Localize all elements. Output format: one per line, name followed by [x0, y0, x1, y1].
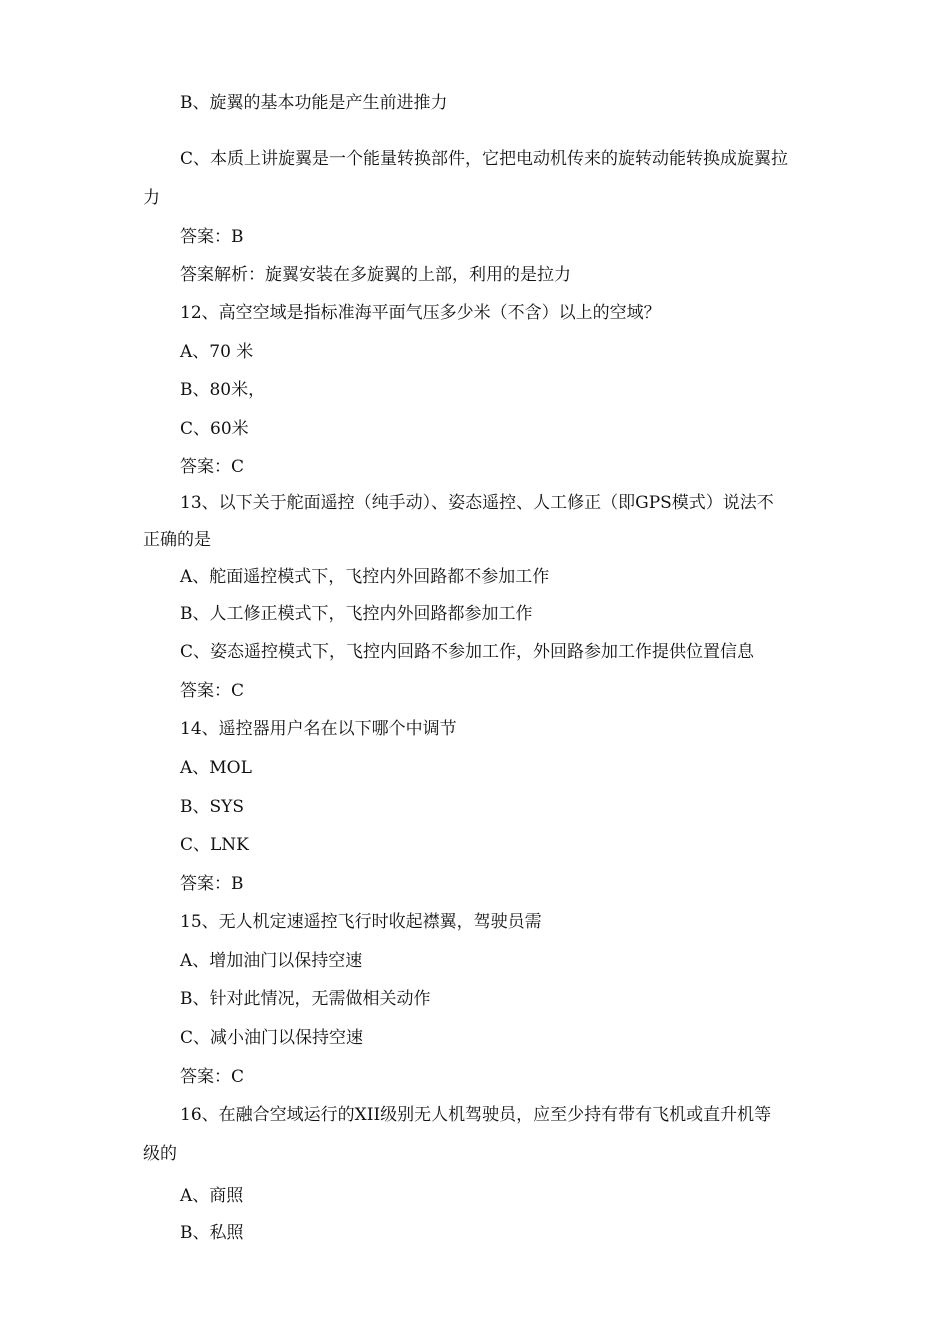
answer-line: 答案：C — [180, 681, 245, 701]
option-line: A、70 米 — [180, 342, 254, 362]
option-line-continued: 力 — [143, 188, 160, 208]
option-line: A、商照 — [180, 1186, 244, 1206]
option-line: B、80米， — [180, 380, 266, 400]
option-line: B、私照 — [180, 1223, 244, 1243]
option-line: A、舵面遥控模式下，飞控内外回路都不参加工作 — [180, 567, 550, 587]
option-line: C、减小油门以保持空速 — [180, 1028, 364, 1048]
question-line-continued: 级的 — [143, 1144, 177, 1164]
question-line: 16、在融合空域运行的XII级别无人机驾驶员，应至少持有带有飞机或直升机等 — [180, 1105, 772, 1125]
option-line: B、SYS — [180, 797, 245, 817]
question-line: 12、高空空域是指标准海平面气压多少米（不含）以上的空域？ — [180, 303, 661, 323]
option-line: B、人工修正模式下，飞控内外回路都参加工作 — [180, 604, 533, 624]
answer-line: 答案：C — [180, 457, 245, 477]
answer-line: 答案：C — [180, 1067, 245, 1087]
answer-line: 答案：B — [180, 227, 244, 247]
answer-line: 答案：B — [180, 874, 244, 894]
question-line: 14、遥控器用户名在以下哪个中调节 — [180, 719, 457, 739]
answer-explanation: 答案解析：旋翼安装在多旋翼的上部，利用的是拉力 — [180, 265, 571, 285]
option-line: C、60米 — [180, 419, 249, 439]
option-line: B、针对此情况，无需做相关动作 — [180, 989, 431, 1009]
option-line: A、MOL — [180, 758, 252, 778]
option-line: C、LNK — [180, 835, 249, 855]
question-line: 15、无人机定速遥控飞行时收起襟翼，驾驶员需 — [180, 912, 542, 932]
option-line: C、本质上讲旋翼是一个能量转换部件，它把电动机传来的旋转动能转换成旋翼拉 — [180, 149, 789, 169]
question-line-continued: 正确的是 — [143, 530, 211, 550]
option-line: A、增加油门以保持空速 — [180, 951, 363, 971]
option-line: C、姿态遥控模式下，飞控内回路不参加工作，外回路参加工作提供位置信息 — [180, 642, 755, 662]
option-line: B、旋翼的基本功能是产生前进推力 — [180, 93, 448, 113]
question-line: 13、以下关于舵面遥控（纯手动）、姿态遥控、人工修正（即GPS模式）说法不 — [180, 493, 774, 513]
